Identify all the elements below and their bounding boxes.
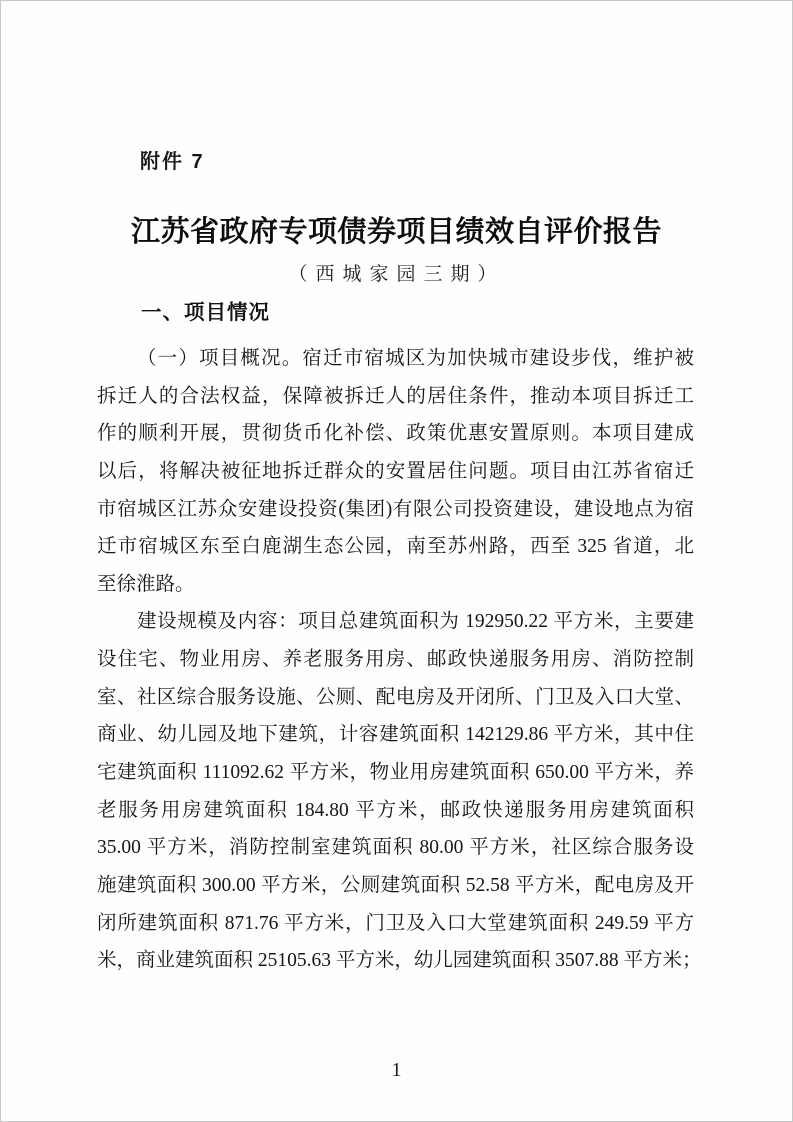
text-line: 施建筑面积 300.00 平方米，公厕建筑面积 52.58 平方米，配电房及开 (97, 874, 694, 896)
text-line: 宅建筑面积 111092.62 平方米，物业用房建筑面积 650.00 平方米，养 (97, 762, 694, 784)
text-line: 市宿城区江苏众安建设投资(集团)有限公司投资建设，建设地点为宿 (97, 498, 694, 520)
text-line: 迁市宿城区东至白鹿湖生态公园，南至苏州路，西至 325 省道，北 (97, 536, 694, 558)
text-line: 商业、幼儿园及地下建筑，计容建筑面积 142129.86 平方米，其中住 (97, 724, 694, 746)
text-line: 35.00 平方米，消防控制室建筑面积 80.00 平方米，社区综合服务设 (97, 837, 694, 859)
text-line: 建设规模及内容：项目总建筑面积为 192950.22 平方米，主要建 (137, 611, 694, 633)
page-number: 1 (391, 1059, 402, 1081)
text-line: 拆迁人的合法权益，保障被拆迁人的居住条件，推动本项目拆迁工 (97, 385, 694, 407)
report-subtitle: （西城家园三期） (288, 264, 505, 285)
attachment-label: 附件 7 (140, 151, 205, 173)
text-line: （一）项目概况。宿迁市宿城区为加快城市建设步伐，维护被 (137, 348, 694, 369)
text-line: 作的顺利开展，贯彻货币化补偿、政策优惠安置原则。本项目建成 (97, 423, 694, 445)
document-body (97, 340, 702, 980)
text-line: 闭所建筑面积 871.76 平方米，门卫及入口大堂建筑面积 249.59 平方 (97, 912, 694, 934)
paragraph-project-overview (97, 340, 694, 603)
text-line: 以后，将解决被征地拆迁群众的安置居住问题。项目由江苏省宿迁 (97, 460, 694, 482)
section-heading: 一、项目情况 (141, 301, 270, 324)
report-title: 江苏省政府专项债券项目绩效自评价报告 (130, 216, 662, 248)
text-line: 设住宅、物业用房、养老服务用房、邮政快递服务用房、消防控制 (97, 649, 694, 671)
text-line: 米，商业建筑面积 25105.63 平方米，幼儿园建筑面积 3507.88 平方米； (97, 950, 702, 972)
text-line: 室、社区综合服务设施、公厕、配电房及开闭所、门卫及入口大堂、 (97, 686, 694, 708)
paragraph-construction-scale (97, 603, 702, 979)
text-line: 至徐淮路。 (97, 573, 195, 595)
text-line: 老服务用房建筑面积 184.80 平方米，邮政快递服务用房建筑面积 (97, 799, 694, 821)
